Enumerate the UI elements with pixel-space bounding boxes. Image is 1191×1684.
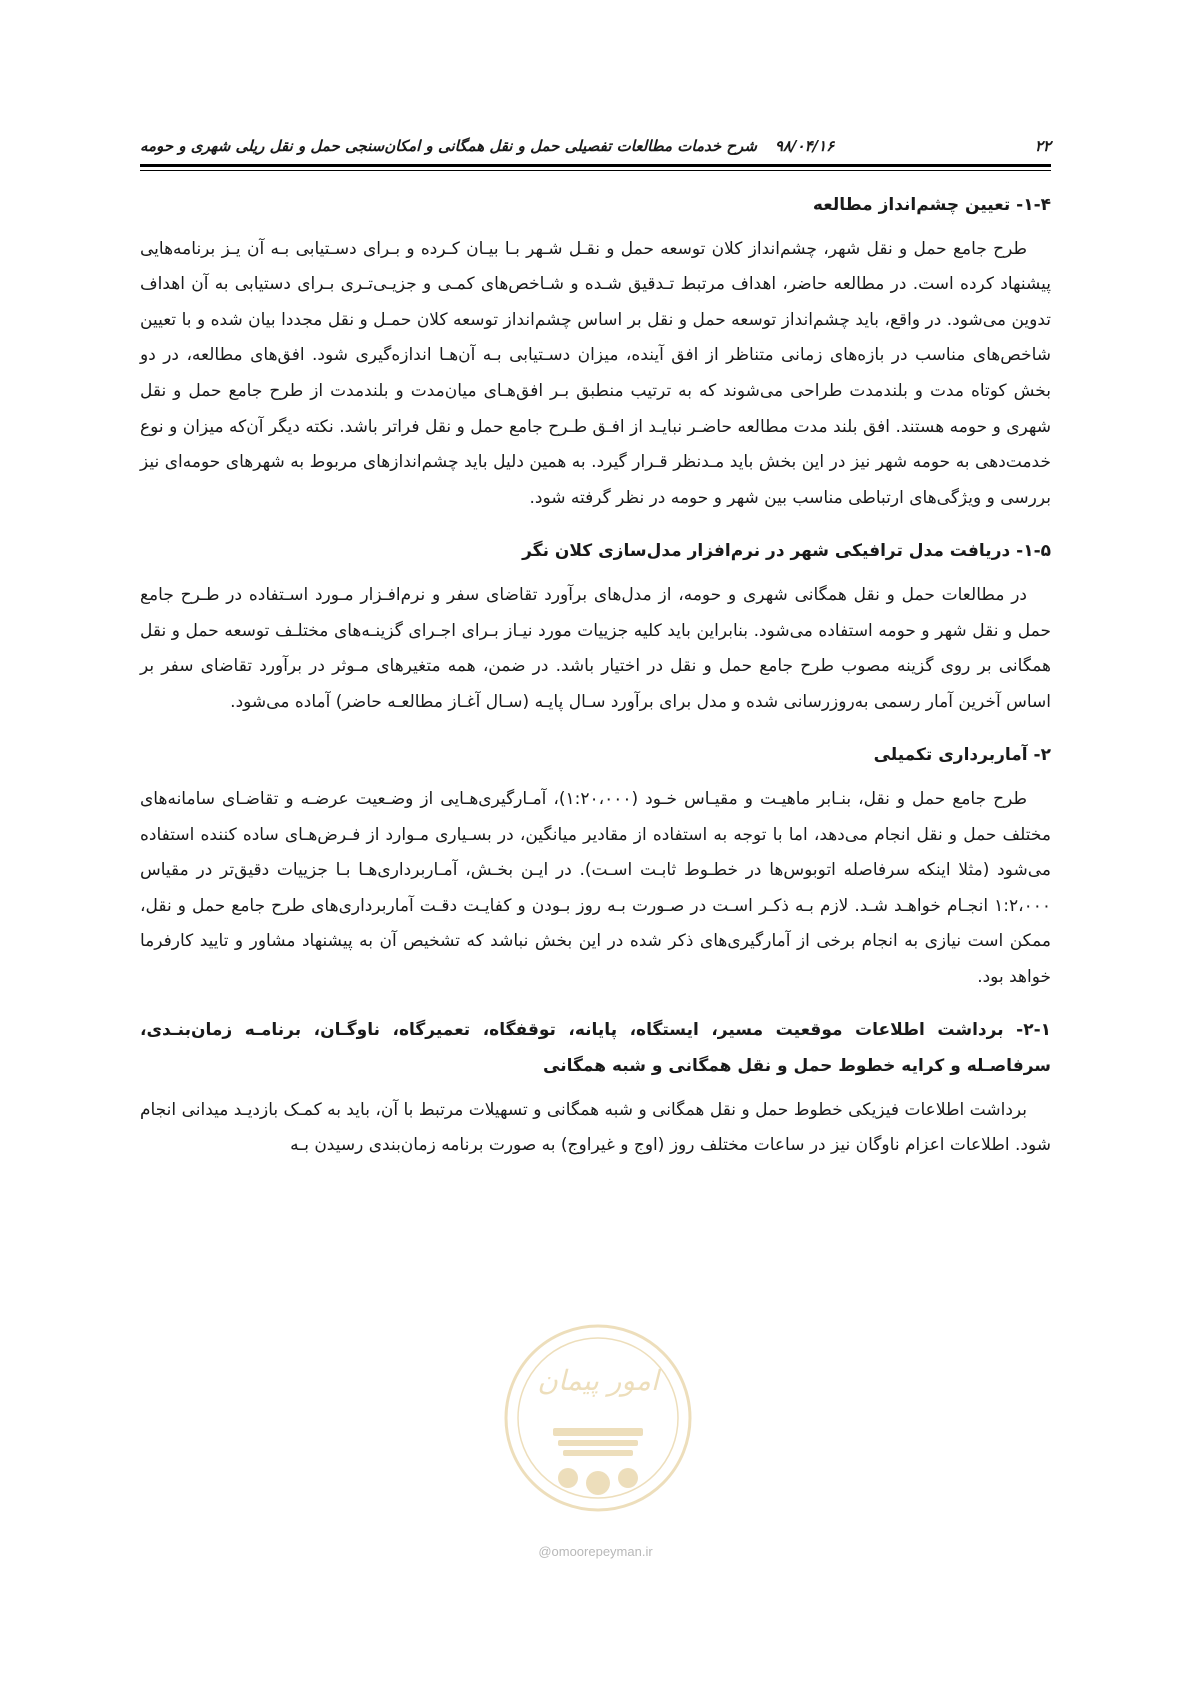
page-number: ۲۲ [1034, 137, 1051, 155]
paragraph: طرح جامع حمل و نقل شهر، چشم‌انداز کلان توسعه حمل و نقـل شـهر بـا بیـان کـرده و بـرای دسـتیابی بـه آن یـز برنامه‌هایی پیشنهاد کرده است. در مطالعه حاضر، اهداف مرتبط تـدقیق شـده و شـاخص‌های کمـی و جزیـی‌تـری بـرای دستیابی به آن اهداف تدوین می‌شود. در واقع، باید چشم‌انداز توسعه حمل و نقل بر اساس چشم‌انداز توسعه کلان حمـل و نقل مجددا بیان شده و با تعیین شاخص‌های مناسب در بازه‌های زمانی متناظر از افق آینده، میزان دسـتیابی بـه آن‌هـا اندازه‌گیری شود. افق‌های مطالعه، در دو بخش کوتاه مدت و بلندمدت طراحی می‌شوند که به ترتیب منطبق بـر افق‌هـای میان‌مدت و بلندمدت از طرح جامع حمل و نقل شهری و حومه هستند. افق بلند مدت مطالعه حاضـر نبایـد از افـق طـرح جامع حمل و نقل فراتر باشد. نکته دیگر آن‌که میزان و نوع خدمت‌دهی به حومه شهر نیز در این بخش باید مـدنظر قـرار گیرد. به همین دلیل باید چشم‌اندازهای مربوط به شهرهای حومه‌ای نیز بررسی و ویژگی‌های ارتباطی مناسب بین شهر و حومه در نظر گرفته شود. [140, 238, 1051, 508]
section-heading: ۱-۵- دریافت مدل ترافیکی شهر در نرم‌افزار مدل‌سازی کلان نگر [522, 541, 1051, 562]
watermark-logo-text: امور پیمان [537, 1364, 659, 1397]
section-heading: ۲- آماربرداری تکمیلی [873, 745, 1051, 766]
header-date: ۹۸/۰۴/۱۶ [774, 137, 835, 155]
header-title: شرح خدمات مطالعات تفصیلی حمل و نقل همگانی و امکان‌سنجی حمل و نقل ریلی شهری و حومه [140, 137, 757, 155]
document-body [140, 188, 1051, 1164]
page-header [140, 128, 1051, 164]
section-heading: ۱-۴- تعیین چشم‌انداز مطالعه [812, 195, 1051, 215]
watermark-url: @omoorepeyman.ir [538, 1544, 653, 1559]
header-title-group [140, 137, 834, 155]
watermark-logo [498, 1318, 698, 1518]
paragraph: برداشت اطلاعات فیزیکی خطوط حمل و نقل همگانی و شبه همگانی و تسهیلات مرتبط با آن، باید به کمـک بازدیـد میدانی انجام شود. اطلاعات اعزام ناوگان نیز در ساعات مختلف روز (اوج و غیراوج) به صورت برنامه زمان‌بندی رسیدن بـه [140, 1099, 1051, 1156]
paragraph: طرح جامع حمل و نقل، بنـابر ماهیـت و مقیـاس خـود (۱:۲۰،۰۰۰)، آمـارگیری‌هـایی از وضـعیت عرضـه و تقاضـای سامانه‌های مختلف حمل و نقل انجام می‌دهد، اما با توجه به استفاده از مقادیر میانگین، در بسـیاری مـوارد از فـرض‌هـای ساده کننده استفاده می‌شود (مثلا اینکه سرفاصله اتوبوس‌ها در خطـوط ثابـت اسـت). در ایـن بخـش، آمـاربرداری‌هـا بـا جزییات دقیق‌تر در مقیاس ۱:۲،۰۰۰ انجـام خواهـد شـد. لازم بـه ذکـر اسـت در صـورت بـه روز بـودن و کفایـت دقـت آماربرداری‌های طرح جامع حمل و نقل، ممکن است نیازی به انجام برخی از آمارگیری‌های ذکر شده در این بخش نباشد که تشخیص آن به پیشنهاد مشاور و تایید کارفرما خواهد بود. [140, 788, 1051, 987]
paragraph: در مطالعات حمل و نقل همگانی شهری و حومه، از مدل‌های برآورد تقاضای سفر و نرم‌افـزار مـورد اسـتفاده در طـرح جامع حمل و نقل شهر و حومه استفاده می‌شود. بنابراین باید کلیه جزییات مورد نیـاز بـرای اجـرای گزینـه‌های مختلـف توسعه حمل و نقل همگانی بر روی گزینه مصوب طرح جامع حمل و نقل در اختیار باشد. در ضمن، همه متغیرهای مـوثر در برآورد تقاضای سفر بر اساس آخرین آمار رسمی به‌روزرسانی شده و مدل برای برآورد سـال پایـه (سـال آغـاز مطالعـه حاضر) آماده می‌شود. [140, 584, 1051, 712]
header-rule-thick [140, 164, 1051, 167]
section-heading: ۲-۱- برداشت اطلاعات موقعیت مسیر، ایستگاه، پایانه، توقفگاه، تعمیرگاه، ناوگـان، برنامـه زمان‌بنـدی، سرفاصـله و کرایه خطوط حمل و نقل همگانی و شبه همگانی [140, 1020, 1051, 1077]
header-rule-thin [140, 170, 1051, 171]
